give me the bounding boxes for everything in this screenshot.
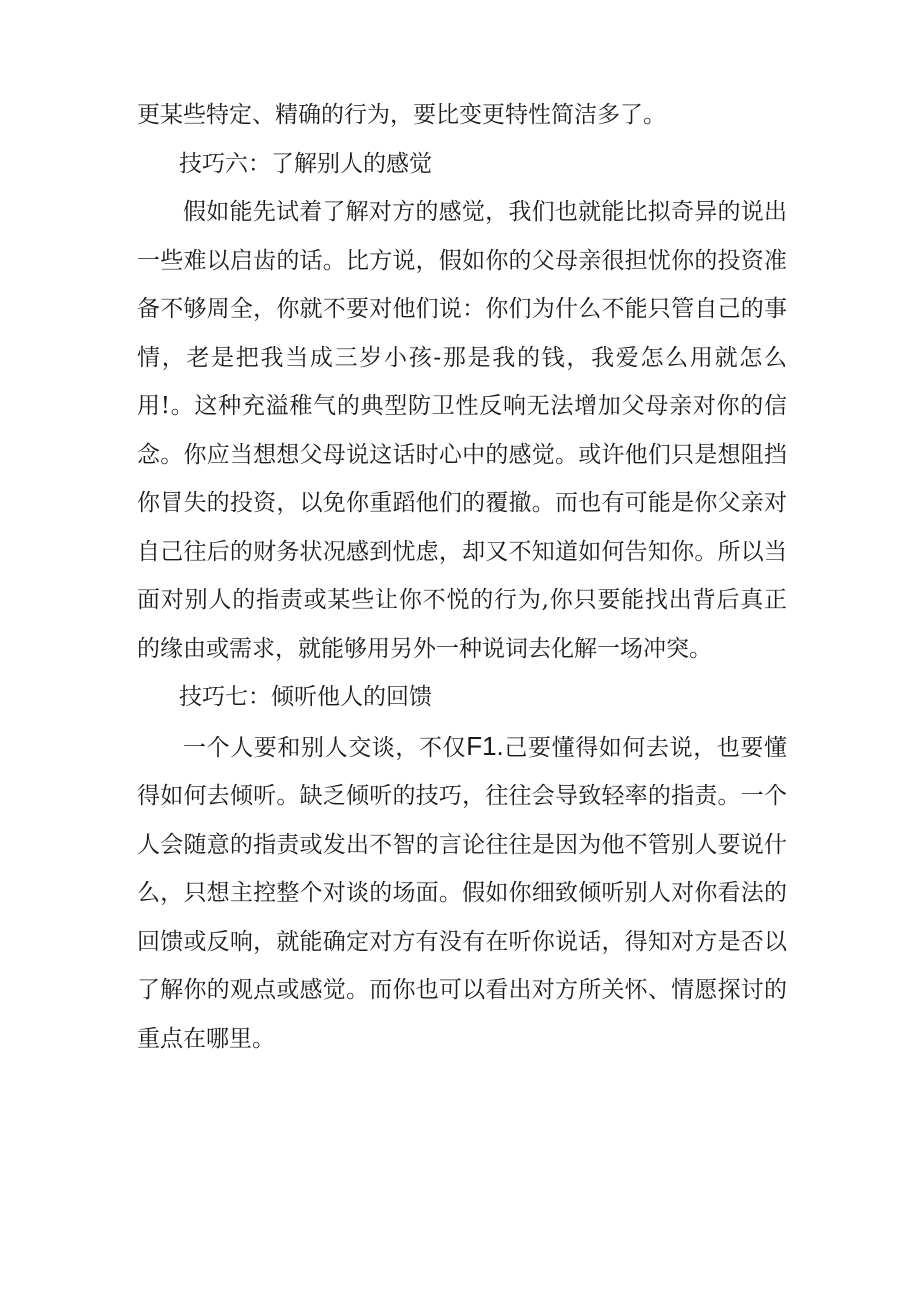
paragraph-continuation: 更某些特定、精确的行为，要比变更特性简洁多了。 [137,102,666,128]
paragraph-text-segment: 己要懂得如何去说，也要懂得如何去倾听。缺乏倾听的技巧，往往会导致轻率的指责。一个人会随意的指责或发出不智的言论往往是因为他不管别人要说什么，只想主控整个对谈的场面。假如你细致倾听别人对你看法的回馈或反响，就能确定对方有没有在听你说话，得知对方是否以了解你的观点或感觉。而你也可以看出对方所关怀、情愿探讨的重点在哪里。 [137,734,788,1052]
paragraph-latin-segment: F1. [466,730,504,761]
paragraph-text-segment: 一个人要和别人交谈，不仅 [183,734,467,761]
section-heading-tip-seven: 技巧七：倾听他人的回馈 [179,684,432,710]
paragraph-tip-seven-body [137,722,787,1064]
section-heading-tip-six: 技巧六：了解别人的感觉 [179,150,432,177]
document-body [137,91,787,1063]
paragraph-tip-six-body: 假如能先试着了解对方的感觉，我们也就能比拟奇异的说出一些难以启齿的话。比方说，假如你的父母亲很担忧你的投资准备不够周全，你就不要对他们说：你们为什么不能只管自己的事情，老是把我当成三岁小孩-那是我的钱，我爱怎么用就怎么用!。这种充溢稚气的典型防卫性反响无法增加父母亲对你的信念。你应当想想父母说这话时心中的感觉。或许他们只是想阻挡你冒失的投资，以免你重蹈他们的覆撤。而也有可能是你父亲对自己往后的财务状况感到忧虑，却又不知道如何告知你。所以当面对别人的指责或某些让你不悦的行为,你只要能找出背后真正的缘由或需求，就能够用另外一种说词去化解一场冲突。 [137,199,787,662]
